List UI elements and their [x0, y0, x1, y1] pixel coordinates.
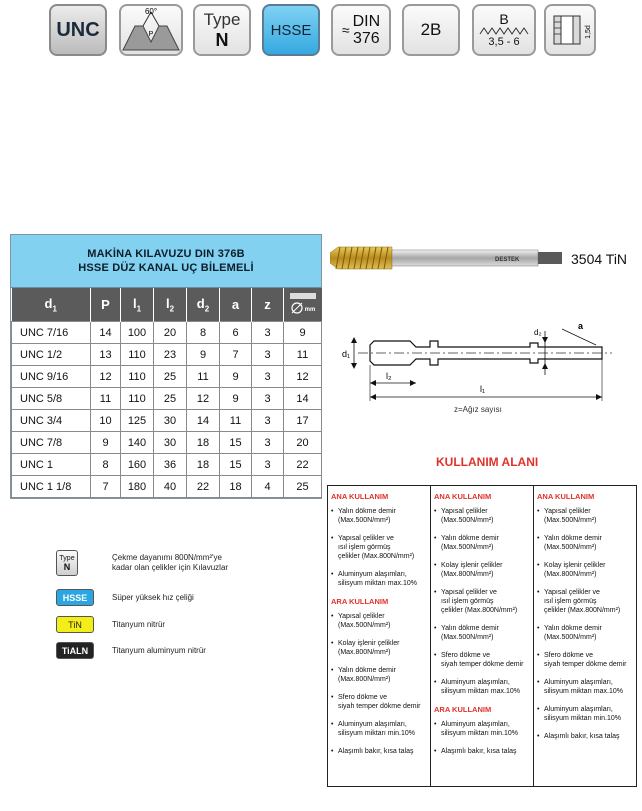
unc-thread-icon — [49, 4, 107, 56]
usage-item — [537, 732, 633, 741]
usage-item-line: (Max.500N/mm²) — [544, 517, 597, 524]
table-cell: 3 — [252, 344, 284, 366]
table-cell: 25 — [284, 476, 322, 498]
thread-size-cell: UNC 1 — [12, 454, 91, 476]
table-cell: 15 — [220, 454, 252, 476]
usage-item-line: (Max.500N/mm²) — [544, 634, 597, 641]
thread-pitch-label: P — [148, 31, 154, 38]
table-row — [12, 476, 322, 498]
legend-tialn — [56, 642, 206, 659]
usage-item-line: Sfero dökme ve — [544, 652, 594, 659]
usage-item-line: Yalın dökme demir — [544, 535, 602, 542]
usage-item — [331, 612, 427, 630]
usage-item-line: Yapısal çelikler — [338, 613, 385, 620]
usage-item-line: Alaşımlı bakır, kısa talaş — [338, 748, 414, 755]
usage-item — [331, 666, 427, 684]
table-row — [12, 432, 322, 454]
usage-column-2 — [430, 486, 533, 786]
usage-item — [434, 534, 530, 552]
chamfer-letter: B — [499, 11, 509, 27]
usage-heading: ANA KULLANIM — [537, 492, 595, 501]
table-cell: 125 — [121, 410, 154, 432]
bullet-icon: • — [331, 535, 334, 542]
tool-brand: DESTEK — [495, 257, 520, 263]
usage-item-line: çelikler (Max.800N/mm²) — [441, 607, 518, 614]
bullet-icon: • — [537, 508, 540, 515]
legend-tin-text: Titanyum nitrür — [112, 619, 166, 629]
legend-hsse — [56, 589, 194, 606]
usage-item-line: (Max.500N/mm²) — [338, 622, 391, 629]
usage-item — [331, 570, 427, 588]
usage-item-line: silisyum miktarı max.10% — [338, 580, 417, 587]
table-cell: 160 — [121, 454, 154, 476]
table-cell: 9 — [284, 322, 322, 344]
table-cell: 6 — [220, 322, 252, 344]
chamfer-graphic — [478, 26, 530, 36]
legend-type-text2: kadar olan çelikler için Kılavuzlar — [112, 563, 229, 572]
table-cell: 25 — [154, 366, 187, 388]
table-cell: 3 — [252, 388, 284, 410]
table-header-row — [12, 288, 322, 322]
table-row — [12, 344, 322, 366]
table-cell: 11 — [187, 366, 220, 388]
legend-hsse-text: Süper yüksek hız çeliği — [112, 592, 194, 602]
usage-title: KULLANIM ALANI — [436, 455, 539, 469]
legend-type-value: N — [63, 562, 71, 572]
table-cell: 180 — [121, 476, 154, 498]
bullet-icon: • — [537, 562, 540, 569]
usage-heading: ANA KULLANIM — [331, 492, 389, 501]
usage-item-line: silisyum miktarı max.10% — [441, 688, 520, 695]
header-main: l — [132, 295, 137, 311]
legend-type-label: Type — [59, 555, 75, 562]
table-cell: 11 — [284, 344, 322, 366]
usage-item-line: silisyum miktarı min.10% — [544, 715, 622, 722]
table-row — [12, 388, 322, 410]
usage-item-line: ısıl işlem görmüş — [544, 598, 597, 605]
bullet-icon: • — [434, 625, 437, 632]
bullet-icon: • — [434, 562, 437, 569]
table-cell: 18 — [187, 454, 220, 476]
usage-item-line: silisyum miktarı min.10% — [441, 730, 519, 737]
table-cell: 11 — [220, 410, 252, 432]
table-title — [11, 235, 321, 288]
table-cell: 12 — [187, 388, 220, 410]
table-cell: 8 — [187, 322, 220, 344]
dimension-table — [10, 234, 322, 499]
table-header-cell — [154, 288, 187, 322]
table-cell: 25 — [154, 388, 187, 410]
type-value: N — [215, 30, 229, 50]
l1-label: l₁ — [480, 384, 486, 394]
tap-tool-image — [330, 243, 562, 273]
usage-item-line: siyah temper dökme demir — [544, 661, 627, 668]
bullet-icon: • — [434, 508, 437, 515]
usage-item-line: Yapısal çelikler — [441, 508, 488, 515]
bullet-icon: • — [537, 679, 540, 686]
legend-type — [56, 550, 228, 576]
din-label: DIN — [352, 13, 381, 30]
usage-item — [331, 507, 427, 525]
table-cell: 7 — [220, 344, 252, 366]
usage-item-line: Yalın dökme demir — [441, 535, 499, 542]
usage-item — [537, 561, 633, 579]
usage-item — [434, 561, 530, 579]
usage-item-line: Aluminyum alaşımları, — [338, 721, 407, 728]
usage-item — [537, 678, 633, 696]
table-cell: 9 — [187, 344, 220, 366]
bullet-icon: • — [331, 571, 334, 578]
usage-item — [537, 534, 633, 552]
bullet-icon: • — [434, 589, 437, 596]
thread-size-cell: UNC 5/8 — [12, 388, 91, 410]
usage-item-line: Kolay işlenir çelikler — [338, 640, 400, 647]
square-gauge-icon — [288, 290, 318, 316]
header-main: d — [44, 295, 53, 311]
usage-item-line: çelikler (Max.800N/mm²) — [544, 607, 621, 614]
table-header-cell — [284, 288, 322, 322]
thread-size-cell: UNC 9/16 — [12, 366, 91, 388]
table-cell: 3 — [252, 432, 284, 454]
header-sub: 1 — [136, 304, 142, 314]
table-cell: 36 — [154, 454, 187, 476]
table-cell: 9 — [91, 432, 121, 454]
tolerance-icon — [402, 4, 460, 56]
table-header-cell — [252, 288, 284, 322]
usage-item-line: Aluminyum alaşımları, — [441, 721, 510, 728]
table-title-line2: HSSE DÜZ KANAL UÇ BİLEMELİ — [78, 262, 254, 274]
usage-heading: ARA KULLANIM — [434, 705, 492, 714]
table-cell: 22 — [284, 454, 322, 476]
thread-depth-icon — [544, 4, 596, 56]
usage-item-line: (Max.500N/mm²) — [338, 517, 391, 524]
legend-tin — [56, 616, 165, 633]
table-cell: 100 — [121, 322, 154, 344]
gauge-unit: mm — [304, 307, 316, 313]
header-sub: 2 — [169, 304, 175, 314]
usage-item-line: Yalın dökme demir — [544, 625, 602, 632]
usage-item-line: Yapısal çelikler — [544, 508, 591, 515]
hsse-material-icon — [262, 4, 320, 56]
usage-item-line: ısıl işlem görmüş — [338, 544, 391, 551]
flute-count-note: z=Ağız sayısı — [454, 405, 502, 414]
table-cell: 18 — [187, 432, 220, 454]
table-cell: 3 — [252, 366, 284, 388]
usage-item-line: Yalın dökme demir — [441, 625, 499, 632]
table-cell: 23 — [154, 344, 187, 366]
usage-item-line: Alaşımlı bakır, kısa talaş — [441, 748, 517, 755]
usage-item — [537, 651, 633, 669]
bullet-icon: • — [537, 652, 540, 659]
usage-item — [331, 639, 427, 657]
usage-item — [434, 624, 530, 642]
thread-depth-graphic — [548, 10, 592, 50]
usage-item-line: Kolay işlenir çelikler — [544, 562, 606, 569]
table-cell: 14 — [284, 388, 322, 410]
usage-item — [537, 705, 633, 723]
table-row — [12, 366, 322, 388]
depth-label: 1,5d — [585, 25, 592, 39]
usage-item-line: (Max.500N/mm²) — [441, 634, 494, 641]
usage-item-line: (Max.500N/mm²) — [441, 517, 494, 524]
table-header-cell — [91, 288, 121, 322]
table-cell: 3 — [252, 454, 284, 476]
usage-item — [434, 507, 530, 525]
hsse-label: HSSE — [270, 21, 312, 39]
table-row — [12, 454, 322, 476]
header-sub: 1 — [52, 304, 57, 314]
usage-item-line: silisyum miktarı max.10% — [544, 688, 623, 695]
din-standard-icon — [331, 4, 391, 56]
type-n-icon — [193, 4, 251, 56]
table-cell: 3 — [252, 322, 284, 344]
bullet-icon: • — [331, 694, 334, 701]
bullet-icon: • — [331, 748, 334, 755]
table-cell: 110 — [121, 344, 154, 366]
table-cell: 110 — [121, 388, 154, 410]
header-main: l — [165, 295, 170, 311]
table-cell: 7 — [91, 476, 121, 498]
legend-hsse-badge: HSSE — [56, 589, 94, 606]
usage-item-line: Yapısal çelikler ve — [544, 589, 600, 596]
usage-item-line: silisyum miktarı min.10% — [338, 730, 416, 737]
usage-item — [331, 747, 427, 756]
bullet-icon: • — [434, 535, 437, 542]
table-cell: 140 — [121, 432, 154, 454]
usage-item-line: Aluminyum alaşımları, — [544, 679, 613, 686]
usage-item-line: (Max.800N/mm²) — [544, 571, 597, 578]
a-label: a — [578, 321, 584, 331]
bullet-icon: • — [537, 706, 540, 713]
usage-item-line: siyah temper dökme demir — [441, 661, 524, 668]
usage-column-3 — [533, 486, 636, 786]
usage-item-line: ısıl işlem görmüş — [441, 598, 494, 605]
usage-item-line: Yalın dökme demir — [338, 667, 396, 674]
legend-tin-badge: TiN — [56, 616, 94, 633]
type-label: Type — [203, 10, 241, 29]
d1-label: d₁ — [342, 349, 351, 359]
tool-code-label: 3504 TiN — [571, 251, 628, 267]
chamfer-form-icon — [472, 4, 536, 56]
usage-item-line: Yapısal çelikler ve — [441, 589, 497, 596]
table-header-cell — [12, 288, 91, 322]
usage-item-line: Aluminyum alaşımları, — [544, 706, 613, 713]
table-row — [12, 410, 322, 432]
thread-angle-label: 60° — [144, 7, 158, 16]
din-number: 376 — [352, 30, 380, 47]
usage-item-line: Alaşımlı bakır, kısa talaş — [544, 733, 620, 740]
bullet-icon: • — [537, 589, 540, 596]
usage-item — [434, 651, 530, 669]
table-title-line1: MAKİNA KILAVUZU DIN 376B — [87, 248, 245, 260]
table-header-cell — [187, 288, 220, 322]
table-cell: 11 — [91, 388, 121, 410]
usage-column-1 — [328, 486, 430, 786]
usage-item — [537, 588, 633, 615]
thread-size-cell: UNC 3/4 — [12, 410, 91, 432]
usage-heading: ARA KULLANIM — [331, 597, 389, 606]
legend-tialn-badge: TiALN — [56, 642, 94, 659]
table-cell: 4 — [252, 476, 284, 498]
table-cell: 3 — [252, 410, 284, 432]
table-cell: 8 — [91, 454, 121, 476]
bullet-icon: • — [537, 733, 540, 740]
thread-size-cell: UNC 7/8 — [12, 432, 91, 454]
bullet-icon: • — [434, 721, 437, 728]
header-main: P — [101, 297, 110, 312]
table-cell: 17 — [284, 410, 322, 432]
tolerance-label: 2B — [420, 20, 442, 39]
d2-label: d₂ — [534, 328, 542, 337]
bullet-icon: • — [331, 667, 334, 674]
bullet-icon: • — [537, 625, 540, 632]
usage-item-line: (Max.800N/mm²) — [338, 676, 391, 683]
table-cell: 12 — [91, 366, 121, 388]
thread-profile-graphic — [121, 6, 181, 54]
table-body — [12, 322, 322, 498]
usage-heading: ANA KULLANIM — [434, 492, 492, 501]
usage-item-line: siyah temper dökme demir — [338, 703, 421, 710]
header-main: z — [264, 297, 271, 312]
dimension-grid — [11, 288, 322, 498]
thread-profile-icon — [119, 4, 183, 56]
bullet-icon: • — [434, 679, 437, 686]
usage-item-line: Aluminyum alaşımları, — [441, 679, 510, 686]
usage-item-line: Yalın dökme demir — [338, 508, 396, 515]
table-header-cell — [121, 288, 154, 322]
table-cell: 12 — [284, 366, 322, 388]
legend-tialn-text: Titanyum aluminyum nitrür — [112, 645, 206, 655]
usage-item-line: Kolay işlenir çelikler — [441, 562, 503, 569]
table-header-cell — [220, 288, 252, 322]
table-row — [12, 322, 322, 344]
usage-item — [537, 507, 633, 525]
usage-item — [434, 678, 530, 696]
bullet-icon: • — [434, 652, 437, 659]
usage-item-line: Sfero dökme ve — [441, 652, 491, 659]
din-approx: ≈ — [341, 22, 350, 38]
usage-item-line: Aluminyum alaşımları, — [338, 571, 407, 578]
table-cell: 20 — [284, 432, 322, 454]
bullet-icon: • — [434, 748, 437, 755]
tap-technical-drawing — [340, 315, 615, 415]
usage-item — [331, 693, 427, 711]
table-cell: 13 — [91, 344, 121, 366]
bullet-icon: • — [331, 613, 334, 620]
table-cell: 9 — [220, 366, 252, 388]
table-cell: 18 — [220, 476, 252, 498]
legend — [56, 550, 316, 670]
usage-item-line: Sfero dökme ve — [338, 694, 388, 701]
table-cell: 10 — [91, 410, 121, 432]
table-cell: 110 — [121, 366, 154, 388]
usage-item-line: (Max.800N/mm²) — [338, 649, 391, 656]
bullet-icon: • — [331, 721, 334, 728]
bullet-icon: • — [331, 508, 334, 515]
table-cell: 20 — [154, 322, 187, 344]
header-main: a — [231, 297, 240, 312]
usage-table — [327, 485, 637, 787]
chamfer-range: 3,5 - 6 — [488, 36, 520, 48]
bullet-icon: • — [331, 640, 334, 647]
usage-item — [537, 624, 633, 642]
table-cell: 30 — [154, 410, 187, 432]
usage-item — [331, 534, 427, 561]
usage-item — [331, 720, 427, 738]
table-cell: 15 — [220, 432, 252, 454]
table-cell: 30 — [154, 432, 187, 454]
header-main: d — [196, 295, 205, 311]
legend-type-text1: Çekme dayanımı 800N/mm²'ye — [112, 553, 223, 562]
legend-type-badge — [56, 550, 78, 576]
usage-item-line: (Max.500N/mm²) — [544, 544, 597, 551]
thread-size-cell: UNC 7/16 — [12, 322, 91, 344]
usage-item-line: çelikler (Max.800N/mm²) — [338, 553, 415, 560]
usage-item — [434, 747, 530, 756]
header-sub: 2 — [204, 304, 210, 314]
table-cell: 40 — [154, 476, 187, 498]
thread-size-cell: UNC 1/2 — [12, 344, 91, 366]
table-cell: 14 — [187, 410, 220, 432]
l2-label: l₂ — [386, 371, 392, 381]
spec-icon-row — [0, 0, 642, 60]
usage-item — [434, 588, 530, 615]
thread-size-cell: UNC 1 1/8 — [12, 476, 91, 498]
usage-item-line: Yapısal çelikler ve — [338, 535, 394, 542]
usage-item-line: (Max.500N/mm²) — [441, 544, 494, 551]
table-cell: 9 — [220, 388, 252, 410]
table-cell: 14 — [91, 322, 121, 344]
usage-item-line: (Max.800N/mm²) — [441, 571, 494, 578]
bullet-icon: • — [537, 535, 540, 542]
table-cell: 22 — [187, 476, 220, 498]
usage-item — [434, 720, 530, 738]
unc-label: UNC — [56, 18, 100, 41]
